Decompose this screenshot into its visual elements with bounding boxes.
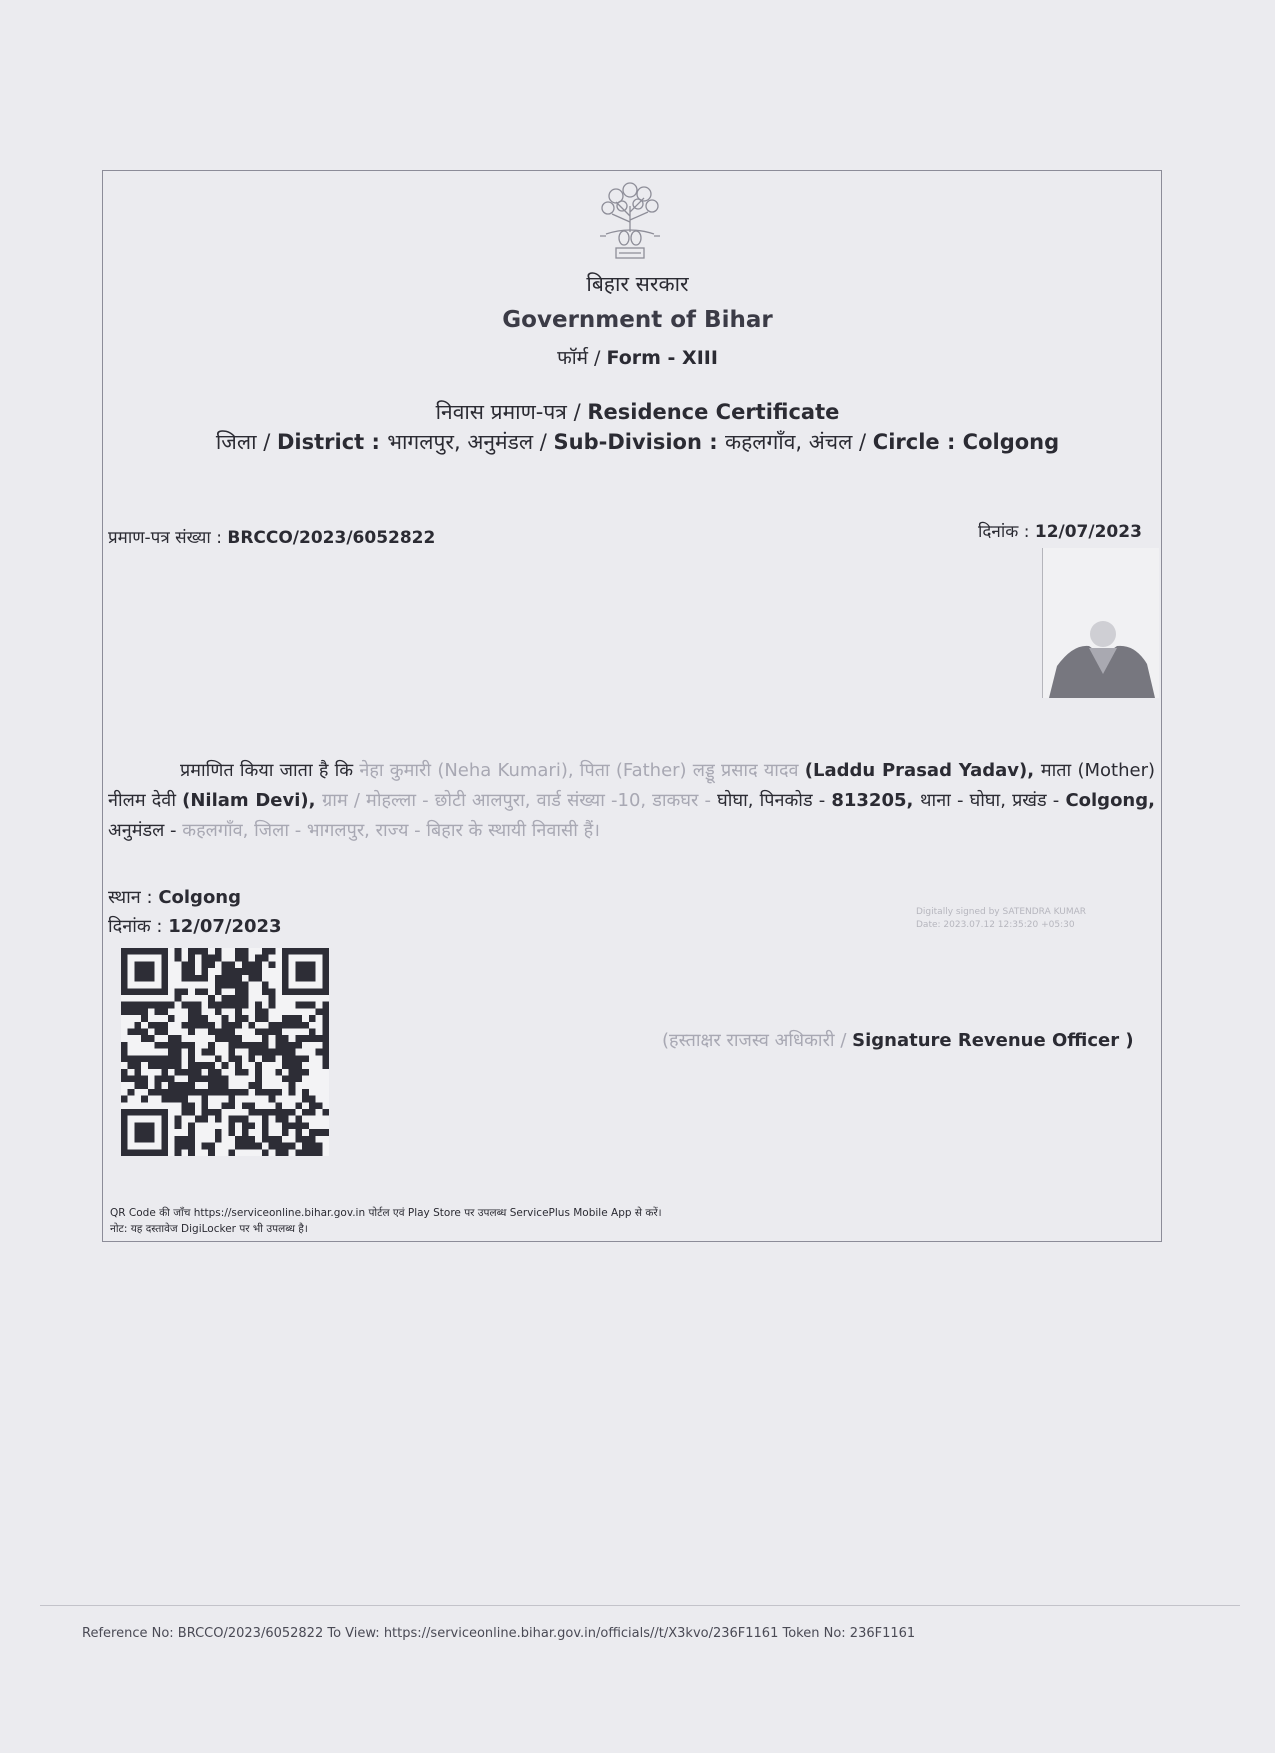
form-label-english: Form - XIII (606, 347, 718, 369)
place-label: स्थान : (108, 887, 159, 908)
applicant-photo (1042, 548, 1159, 698)
subdivision-value: कहलगाँव, अंचल / (724, 430, 873, 454)
circle-label: Circle : Colgong (872, 430, 1060, 454)
district-label: District : (276, 430, 388, 454)
district-label-hindi: जिला / (215, 430, 277, 454)
applicant-silhouette-icon (1043, 548, 1159, 698)
mother-name: (Nilam Devi), (182, 790, 323, 811)
certificate-number-value: BRCCO/2023/6052822 (227, 528, 436, 548)
mother-label: माता (Mother) नीलम देवी (108, 760, 1155, 811)
body-intro: प्रमाणित किया जाता है कि (180, 760, 360, 781)
digital-signature-date: Date: 2023.07.12 12:35:20 +05:30 (916, 920, 1075, 930)
certificate-number (108, 525, 435, 548)
residence-statement: कहलगाँव, जिला - भागलपुर, राज्य - बिहार के स्थायी निवासी हैं। (182, 820, 600, 841)
pincode: 813205, (831, 790, 921, 811)
sign-date-label: दिनांक : (108, 916, 169, 937)
place-value: Colgong (158, 887, 242, 908)
digital-signature-signer: Digitally signed by SATENDRA KUMAR (916, 907, 1087, 917)
certificate-number-label: प्रमाण-पत्र संख्या : (108, 528, 228, 548)
sign-date (108, 914, 282, 938)
subdivision-label: Sub-Division : (553, 430, 725, 454)
qr-code-icon[interactable] (118, 948, 332, 1156)
digital-signature (916, 906, 1166, 932)
qr-verification-note: QR Code की जाँच https://serviceonline.bihar.gov.in पोर्टल एवं Play Store पर उपलब्ध ServicePlus Mobile App से करें। (110, 1207, 662, 1219)
applicant-details: नेहा कुमारी (Neha Kumari), पिता (Father) लड्डू प्रसाद यादव (359, 760, 805, 781)
subdivision-label-body: अनुमंडल - (108, 820, 183, 841)
signature-caption (662, 1028, 1134, 1052)
certificate-title-english: Residence Certificate (587, 400, 840, 424)
post-office: घोघा, पिनकोड - (717, 790, 832, 811)
gov-title-hindi: बिहार सरकार (586, 272, 689, 296)
sign-date-value: 12/07/2023 (168, 916, 282, 937)
certificate-title (0, 398, 1275, 426)
gov-title-english: Government of Bihar (502, 307, 773, 333)
certificate-title-hindi: निवास प्रमाण-पत्र / (435, 400, 588, 424)
form-number (0, 344, 1275, 370)
certificate-body (108, 756, 1155, 846)
bihar-emblem-icon (588, 176, 672, 264)
father-name: (Laddu Prasad Yadav), (804, 760, 1041, 781)
address-line: ग्राम / मोहल्ला - छोटी आलपुरा, वार्ड संख्या -10, डाकघर - (322, 790, 718, 811)
place (108, 885, 241, 909)
form-label-hindi: फॉर्म / (557, 347, 607, 369)
issue-date-value: 12/07/2023 (1034, 522, 1142, 542)
district-value: भागलपुर, अनुमंडल / (387, 430, 554, 454)
signature-caption-english: Signature Revenue Officer ) (852, 1030, 1134, 1051)
block-name: Colgong, (1065, 790, 1155, 811)
police-station: थाना - घोघा, प्रखंड - (920, 790, 1066, 811)
digilocker-note: नोट: यह दस्तावेज DigiLocker पर भी उपलब्ध है। (110, 1223, 308, 1235)
issue-date (978, 519, 1142, 542)
issue-date-label: दिनांक : (978, 522, 1035, 542)
signature-caption-hindi: (हस्ताक्षर राजस्व अधिकारी / (662, 1030, 853, 1051)
reference-line: Reference No: BRCCO/2023/6052822 To View: https://serviceonline.bihar.gov.in/officials//t/X3kvo/236F1161 Token No: 236F1161 (82, 1626, 916, 1641)
jurisdiction-line (0, 428, 1275, 456)
footer-divider (40, 1605, 1240, 1606)
